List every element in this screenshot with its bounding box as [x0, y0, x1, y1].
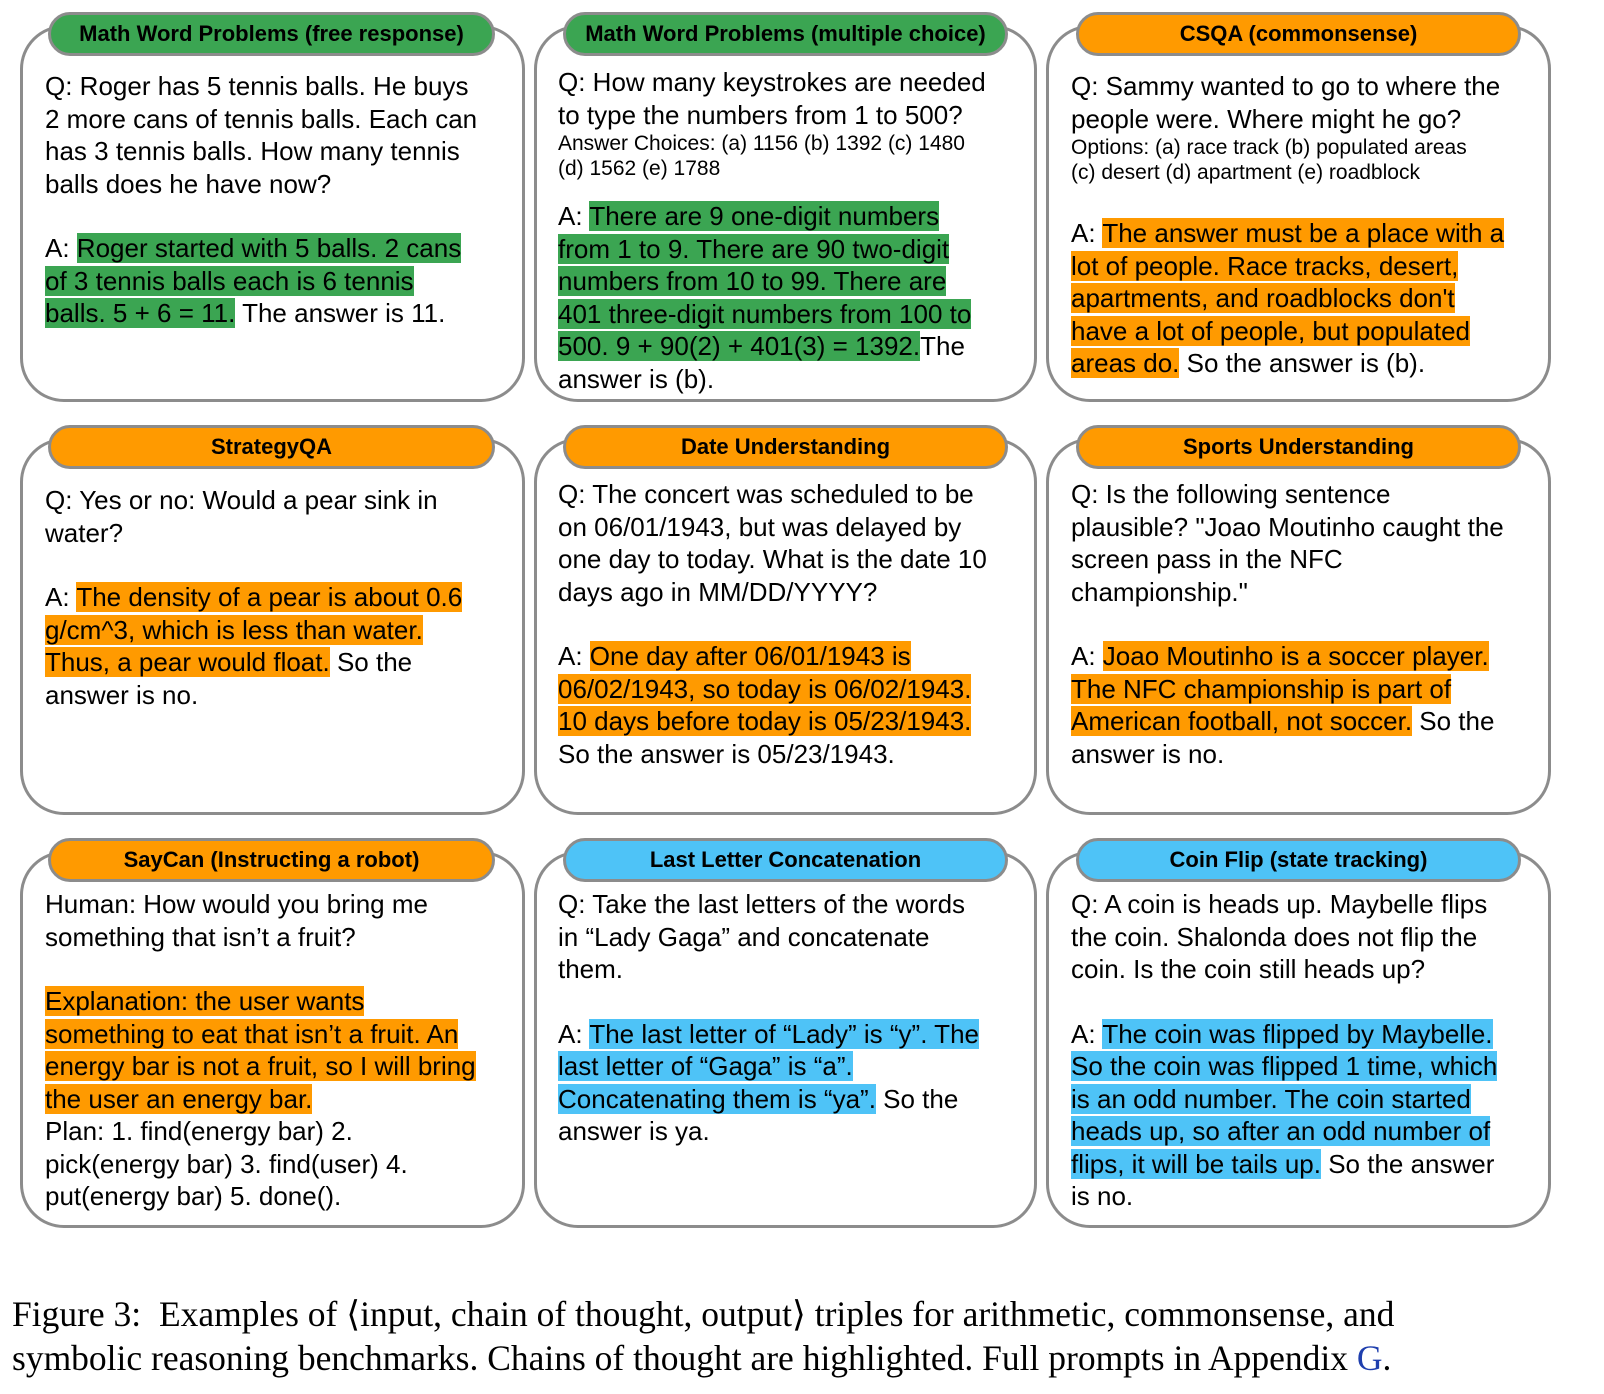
question-line: days ago in MM/DD/YYYY? [558, 576, 878, 607]
figure-caption [12, 1292, 1597, 1380]
panel-title-pill: Sports Understanding [1076, 425, 1521, 469]
question-line: people were. Where might he go? [1071, 103, 1462, 134]
chain-of-thought: Joao Moutinho is a soccer player. [1102, 641, 1489, 671]
question-line: Q: Roger has 5 tennis balls. He buys [45, 71, 469, 101]
answer-options: (c) desert (d) apartment (e) roadblock [1071, 161, 1420, 184]
panel-content [1071, 478, 1504, 770]
chain-of-thought: is an odd number. The coin started [1071, 1083, 1471, 1114]
chain-of-thought: Thus, a pear would float. [45, 647, 330, 677]
chain-of-thought: Explanation: the user wants [45, 986, 365, 1016]
chain-of-thought: Roger started with 5 balls. 2 cans [76, 233, 462, 263]
chain-of-thought: balls. 5 + 6 = 11. [45, 298, 236, 328]
answer-text: answer is no. [1071, 738, 1225, 769]
chain-of-thought: areas do. [1071, 348, 1180, 378]
panel-title-pill: SayCan (Instructing a robot) [48, 838, 495, 882]
answer-choices: Answer Choices: (a) 1156 (b) 1392 (c) 1480 [558, 132, 965, 155]
chain-of-thought: the user an energy bar. [45, 1083, 313, 1114]
panel-content [558, 66, 986, 395]
question-line: one day to today. What is the date 10 [558, 544, 987, 574]
chain-of-thought: 06/02/1943, so today is 06/02/1943. [558, 673, 972, 704]
answer-text: So the answer [1320, 1148, 1495, 1179]
question-line: Q: Sammy wanted to go to where the [1071, 71, 1501, 101]
question-line: coin. Is the coin still heads up? [1071, 954, 1426, 984]
chain-of-thought: lot of people. Race tracks, desert, [1071, 250, 1459, 281]
panel-title-pill: Math Word Problems (free response) [48, 12, 495, 56]
question-line: championship." [1071, 576, 1248, 607]
answer-text: answer is ya. [558, 1116, 710, 1146]
question-line: to type the numbers from 1 to 500? [558, 99, 963, 130]
question-line: screen pass in the NFC [1071, 544, 1343, 574]
answer-text: So the answer is 05/23/1943. [558, 738, 895, 769]
panel-title-pill: CSQA (commonsense) [1076, 12, 1521, 56]
chain-of-thought: energy bar is not a fruit, so I will bring [45, 1051, 476, 1081]
answer-prefix: A: [558, 1018, 590, 1049]
plan-line: put(energy bar) 5. done(). [45, 1181, 342, 1211]
chain-of-thought: 401 three-digit numbers from 100 to [558, 298, 972, 329]
question-line: Q: How many keystrokes are needed [558, 67, 986, 97]
question-line: Q: Take the last letters of the words [558, 889, 966, 919]
panel-title-pill: Math Word Problems (multiple choice) [563, 12, 1008, 56]
panel-content [45, 888, 476, 1213]
caption-end: . [1382, 1338, 1392, 1378]
figure-label: Figure 3: [12, 1294, 142, 1334]
chain-of-thought: So the coin was flipped 1 time, which [1071, 1051, 1498, 1081]
answer-prefix: A: [45, 233, 77, 263]
panel-content [1071, 888, 1497, 1213]
question-line: Q: Is the following sentence [1071, 479, 1391, 509]
chain-of-thought: 10 days before today is 05/23/1943. [558, 706, 972, 736]
answer-prefix: A: [558, 201, 590, 231]
answer-text: The [920, 331, 965, 361]
answer-choices: (d) 1562 (e) 1788 [558, 157, 721, 180]
chain-of-thought: apartments, and roadblocks don't [1071, 283, 1455, 313]
question-line: in “Lady Gaga” and concatenate [558, 921, 930, 952]
question-line: Q: The concert was scheduled to be [558, 479, 974, 509]
chain-of-thought: American football, not soccer. [1071, 706, 1413, 736]
answer-text: is no. [1071, 1181, 1134, 1211]
chain-of-thought: Concatenating them is “ya”. [558, 1083, 876, 1114]
chain-of-thought: g/cm^3, which is less than water. [45, 614, 423, 645]
answer-text: So the [329, 647, 413, 677]
chain-of-thought: from 1 to 9. There are 90 two-digit [558, 233, 950, 264]
answer-prefix: A: [1071, 218, 1103, 248]
appendix-link[interactable]: G [1356, 1338, 1383, 1378]
question-line: 2 more cans of tennis balls. Each can [45, 103, 478, 134]
answer-text: So the [875, 1083, 959, 1114]
question-line: something that isn’t a fruit? [45, 921, 356, 952]
chain-of-thought: something to eat that isn’t a fruit. An [45, 1018, 459, 1049]
chain-of-thought: last letter of “Gaga” is “a”. [558, 1051, 853, 1081]
plan-line: pick(energy bar) 3. find(user) 4. [45, 1148, 408, 1179]
panel-title-pill: Date Understanding [563, 425, 1008, 469]
chain-of-thought: 500. 9 + 90(2) + 401(3) = 1392. [558, 331, 921, 361]
panel-content [1071, 70, 1504, 380]
question-line: balls does he have now? [45, 168, 332, 199]
panel-content [558, 888, 979, 1148]
chain-of-thought: The NFC championship is part of [1071, 673, 1452, 704]
question-line: has 3 tennis balls. How many tennis [45, 136, 460, 166]
chain-of-thought: One day after 06/01/1943 is [589, 641, 911, 671]
answer-prefix: A: [1071, 641, 1103, 671]
chain-of-thought: numbers from 10 to 99. There are [558, 266, 947, 296]
chain-of-thought: heads up, so after an odd number of [1071, 1116, 1491, 1146]
chain-of-thought: of 3 tennis balls each is 6 tennis [45, 265, 414, 296]
chain-of-thought: The coin was flipped by Maybelle. [1102, 1018, 1493, 1049]
answer-options: Options: (a) race track (b) populated areas [1071, 136, 1467, 159]
question-line: them. [558, 954, 624, 984]
question-line: Q: A coin is heads up. Maybelle flips [1071, 889, 1488, 919]
answer-text: The answer is 11. [235, 298, 446, 328]
question-line: on 06/01/1943, but was delayed by [558, 511, 962, 542]
panel-content [45, 484, 462, 711]
answer-text: answer is no. [45, 679, 199, 710]
caption-text: Examples of ⟨input, chain of thought, output⟩ triples for arithmetic, commonsense, and [158, 1294, 1395, 1334]
question-line: water? [45, 517, 124, 548]
panel-title-pill: StrategyQA [48, 425, 495, 469]
answer-prefix: A: [1071, 1018, 1103, 1049]
caption-text: symbolic reasoning benchmarks. Chains of thought are highlighted. Full prompts in Appendix [12, 1338, 1357, 1378]
chain-of-thought: There are 9 one-digit numbers [589, 201, 940, 231]
panel-title-pill: Coin Flip (state tracking) [1076, 838, 1521, 882]
panel-content [558, 478, 987, 770]
question-line: plausible? "Joao Moutinho caught the [1071, 511, 1504, 542]
question-line: Q: Yes or no: Would a pear sink in [45, 485, 438, 515]
chain-of-thought: The density of a pear is about 0.6 [76, 582, 463, 612]
answer-prefix: A: [45, 582, 77, 612]
chain-of-thought: have a lot of people, but populated [1071, 315, 1470, 346]
answer-text: So the answer is (b). [1179, 348, 1426, 378]
plan-line: Plan: 1. find(energy bar) 2. [45, 1116, 353, 1146]
answer-text: So the [1412, 706, 1495, 736]
question-line: the coin. Shalonda does not flip the [1071, 921, 1478, 952]
chain-of-thought: The answer must be a place with a [1102, 218, 1505, 248]
chain-of-thought: The last letter of “Lady” is “y”. The [589, 1018, 979, 1049]
panel-title-pill: Last Letter Concatenation [563, 838, 1008, 882]
panel-content [45, 70, 477, 330]
answer-text: answer is (b). [558, 363, 715, 394]
answer-prefix: A: [558, 641, 590, 671]
question-line: Human: How would you bring me [45, 889, 428, 919]
chain-of-thought: flips, it will be tails up. [1071, 1148, 1321, 1179]
